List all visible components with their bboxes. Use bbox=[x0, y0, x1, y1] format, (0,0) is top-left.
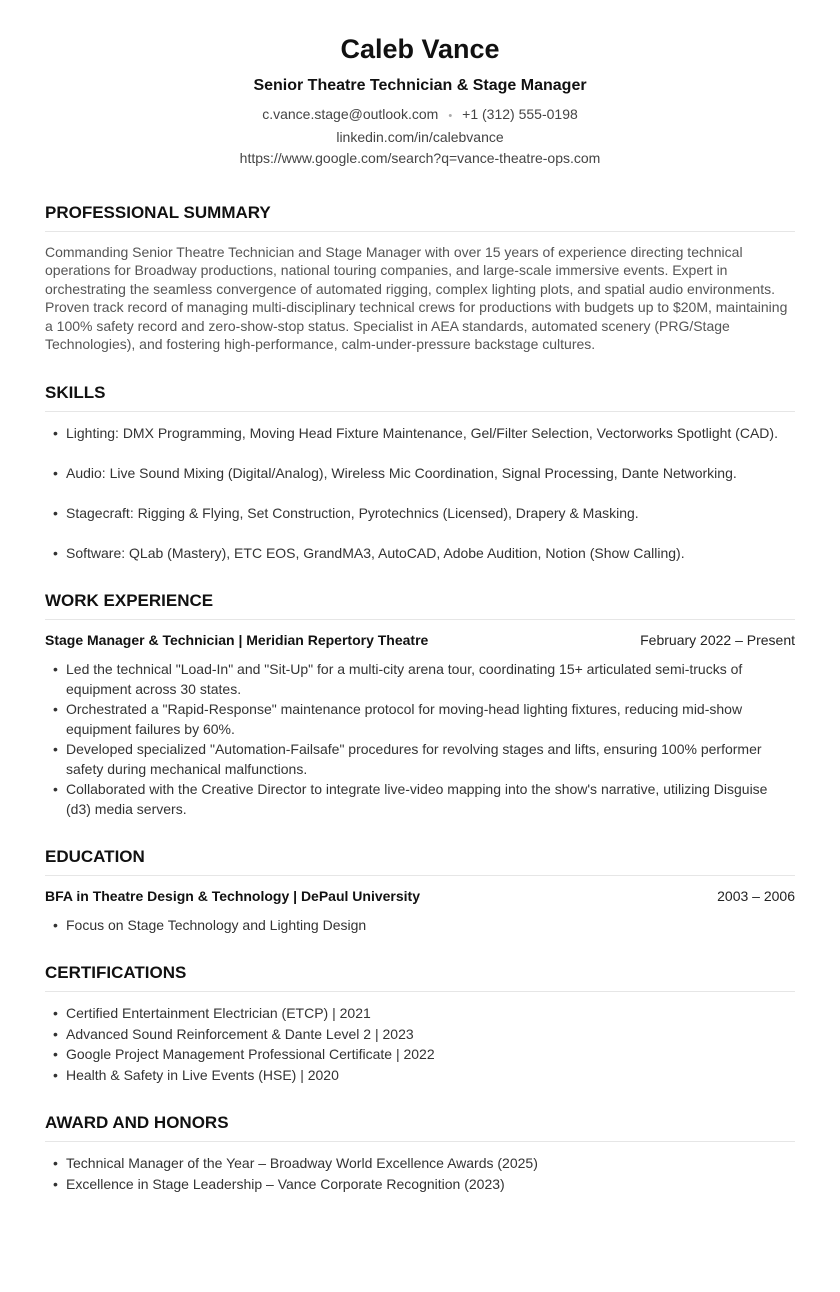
experience-section bbox=[45, 590, 795, 819]
certifications-list bbox=[45, 1003, 795, 1085]
education-date: 2003 – 2006 bbox=[717, 888, 795, 905]
certification-item: • Health & Safety in Live Events (HSE) | 2020 bbox=[45, 1065, 795, 1086]
award-item: • Technical Manager of the Year – Broadway World Excellence Awards (2025) bbox=[45, 1153, 795, 1174]
website-link[interactable]: https://www.google.com/search?q=vance-theatre-ops.com bbox=[239, 150, 601, 166]
job-title: Stage Manager & Technician | Meridian Repertory Theatre bbox=[45, 632, 429, 649]
section-title-experience: WORK EXPERIENCE bbox=[45, 590, 795, 620]
phone-link[interactable]: +1 (312) 555-0198 bbox=[462, 106, 578, 122]
job-header bbox=[45, 632, 795, 648]
education-header bbox=[45, 888, 795, 904]
education-section bbox=[45, 846, 795, 935]
certifications-section bbox=[45, 962, 795, 1085]
resume-header bbox=[45, 0, 795, 169]
section-title-education: EDUCATION bbox=[45, 846, 795, 876]
job-bullet: • Orchestrated a "Rapid-Response" maintenance protocol for moving-head lighting fixtures, reducing mid-show equipment failures by 60%. bbox=[45, 699, 795, 739]
section-title-certifications: CERTIFICATIONS bbox=[45, 962, 795, 992]
job-bullet: • Collaborated with the Creative Director to integrate live-video mapping into the show's narrative, utilizing Disguise (d3) media servers. bbox=[45, 779, 795, 819]
certification-item: • Certified Entertainment Electrician (ETCP) | 2021 bbox=[45, 1003, 795, 1024]
candidate-role: Senior Theatre Technician & Stage Manager bbox=[253, 77, 587, 94]
education-bullets bbox=[45, 915, 795, 935]
contact-line-primary bbox=[45, 104, 795, 127]
skills-list bbox=[45, 423, 795, 563]
summary-text: Commanding Senior Theatre Technician and Stage Manager with over 15 years of experience directing technical operations for Broadway productions, national touring companies, and large-scale immersive events. Expert in orchestrating the seamless convergence of automated rigging, complex lighting plots, and spatial audio environments. Proven track record of managing multi-disciplinary technical crews for productions with budgets up to $20M, maintaining a 100% safety record and zero-show-stop status. Specialist in AEA standards, automated scenery (PRG/Stage Technologies), and fostering high-performance, calm-under-pressure backstage cultures. bbox=[45, 244, 788, 353]
job-bullet: • Developed specialized "Automation-Failsafe" procedures for revolving stages and lifts, ensuring 100% performer safety during mechanical malfunctions. bbox=[45, 739, 795, 779]
education-bullet: • Focus on Stage Technology and Lighting Design bbox=[45, 915, 795, 935]
job-date: February 2022 – Present bbox=[640, 632, 795, 649]
certification-item: • Google Project Management Professional Certificate | 2022 bbox=[45, 1044, 795, 1065]
award-item: • Excellence in Stage Leadership – Vance Corporate Recognition (2023) bbox=[45, 1174, 795, 1195]
job-bullets bbox=[45, 659, 795, 819]
awards-section bbox=[45, 1112, 795, 1194]
section-title-awards: AWARD AND HONORS bbox=[45, 1112, 795, 1142]
skill-item: • Lighting: DMX Programming, Moving Head Fixture Maintenance, Gel/Filter Selection, Vectorworks Spotlight (CAD). bbox=[45, 423, 795, 443]
job-bullet: • Led the technical "Load-In" and "Sit-Up" for a multi-city arena tour, coordinating 15+ articulated semi-trucks of equipment across 30 states. bbox=[45, 659, 795, 699]
skill-item: • Stagecraft: Rigging & Flying, Set Construction, Pyrotechnics (Licensed), Drapery & Masking. bbox=[45, 503, 795, 523]
summary-section bbox=[45, 202, 795, 353]
degree-title: BFA in Theatre Design & Technology | DePaul University bbox=[45, 888, 420, 905]
contact-separator: • bbox=[448, 110, 453, 122]
linkedin-link[interactable]: linkedin.com/in/calebvance bbox=[336, 129, 504, 145]
skills-section bbox=[45, 382, 795, 563]
skill-item: • Software: QLab (Mastery), ETC EOS, GrandMA3, AutoCAD, Adobe Audition, Notion (Show Calling). bbox=[45, 543, 795, 563]
section-title-skills: SKILLS bbox=[45, 382, 795, 412]
section-title-summary: PROFESSIONAL SUMMARY bbox=[45, 202, 795, 232]
candidate-name: Caleb Vance bbox=[340, 34, 500, 64]
awards-list bbox=[45, 1153, 795, 1194]
skill-item: • Audio: Live Sound Mixing (Digital/Analog), Wireless Mic Coordination, Signal Processing, Dante Networking. bbox=[45, 463, 795, 483]
certification-item: • Advanced Sound Reinforcement & Dante Level 2 | 2023 bbox=[45, 1024, 795, 1045]
email-link[interactable]: c.vance.stage@outlook.com bbox=[262, 106, 439, 122]
